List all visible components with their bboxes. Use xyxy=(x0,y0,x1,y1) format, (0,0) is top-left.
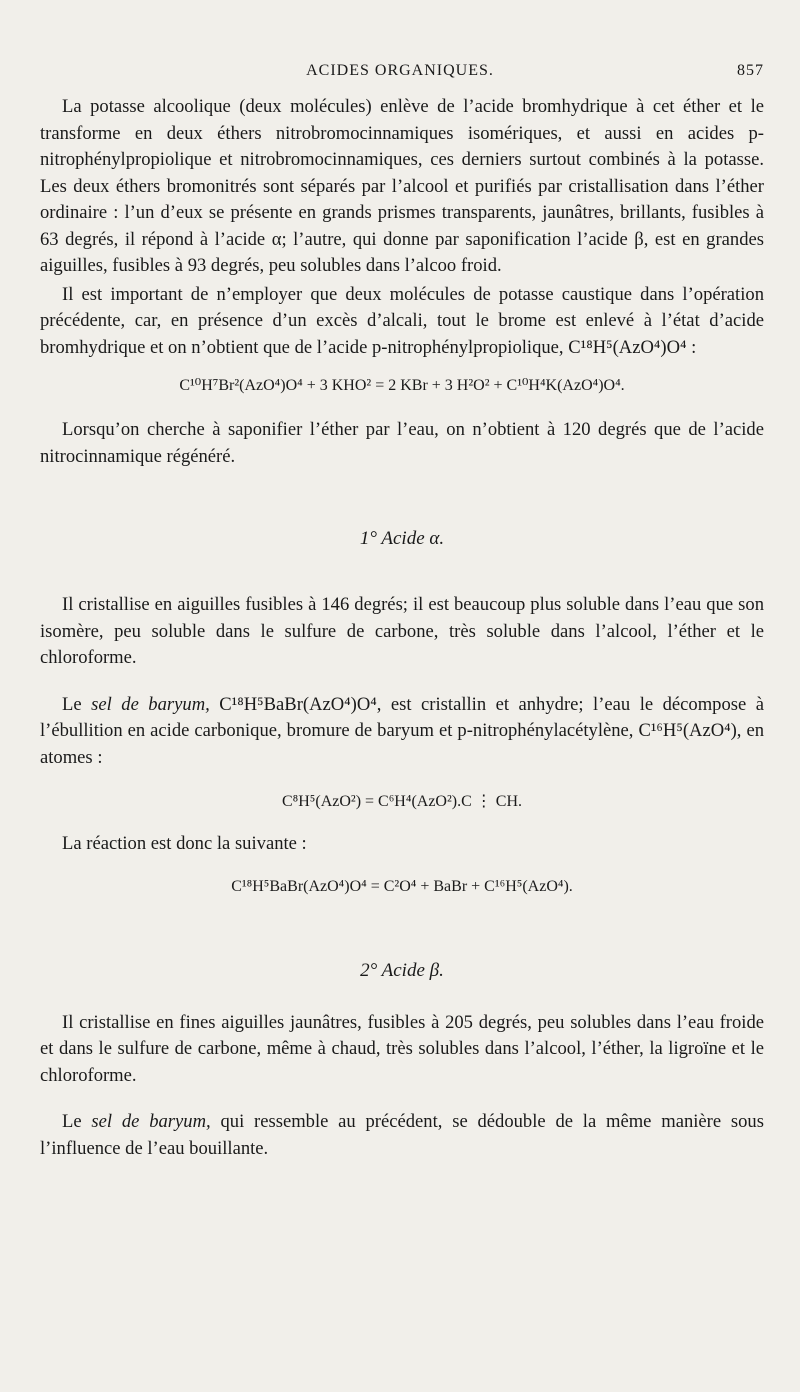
paragraph-5-lead: Le xyxy=(62,693,82,715)
paragraph-5 xyxy=(40,692,764,772)
paragraph-6: La réaction est donc la suivante : xyxy=(62,833,307,854)
equation-2: C⁸H⁵(AzO²) = C⁶H⁴(AzO²).C ⋮ CH. xyxy=(281,793,522,810)
paragraph-8-text: qui ressemble au précédent, se dédouble de la même manière sous l’influence de l’eau bouillante. xyxy=(40,1111,764,1159)
paragraph-3: Lorsqu’on cherche à saponifier l’éther par l’eau, on n’obtient à 120 degrés que de l’acide nitrocinnamique régénéré. xyxy=(40,419,764,467)
page-number: 857 xyxy=(737,62,764,79)
page-body xyxy=(40,94,764,1162)
paragraph-4: Il cristallise en aiguilles fusibles à 146 degrés; il est beaucoup plus soluble dans l’eau que son isomère, peu soluble dans le sulfure de carbone, très soluble dans l’alcool, l’éther et le chloroforme. xyxy=(40,594,764,668)
header-title: ACIDES ORGANIQUES. xyxy=(306,62,494,79)
paragraph-8 xyxy=(40,1109,764,1162)
paragraph-2-text: Il est important de n’employer que deux molécules de potasse caustique dans l’opération précédente, car, en présence d’un excès d’alcali, tout le brome est enlevé à l’état d’acide bromhydrique et on n’obtient que de l’acide p-nitrophénylpropiolique, xyxy=(40,283,764,358)
paragraph-2 xyxy=(40,282,764,362)
paragraph-8-lead: Le xyxy=(62,1111,82,1132)
paragraph-8-italic: sel de baryum, xyxy=(91,1111,211,1132)
paragraph-2-formula: C¹⁸H⁵(AzO⁴)O⁴ : xyxy=(568,336,697,358)
section-heading-alpha: 1° Acide α. xyxy=(359,528,445,549)
paragraph-1: La potasse alcoolique (deux molécules) enlève de l’acide bromhydrique à cet éther et le transforme en deux éthers nitrobromocinnamiques isomériques, et aussi en acides p-nitrophénylpropiolique et nitrobromocinnamiques, ces derniers surtout combinés à la potasse. Les deux éthers bromonitrés sont séparés par l’alcool et purifiés par cristallisation dans l’éther ordinaire : l’un d’eux se présente en grands prismes transparents, jaunâtres, brillants, fusibles à 63 degrés, il répond à l’acide α; l’autre, qui donne par saponification l’acide β, est en grandes aiguilles, fusibles à 93 degrés, peu solubles dans l’alcoo froid. xyxy=(40,96,764,276)
paragraph-5-text: C¹⁸H⁵BaBr(AzO⁴)O⁴, est cristallin et anhydre; l’eau le décompose à l’ébullition en acide carbonique, bromure de baryum et p-nitrophénylacétylène, C¹⁶H⁵(AzO⁴), en atomes : xyxy=(40,693,764,768)
running-header xyxy=(0,58,800,88)
paragraph-5-italic: sel de baryum, xyxy=(91,693,210,715)
equation-3: C¹⁸H⁵BaBr(AzO⁴)O⁴ = C²O⁴ + BaBr + C¹⁶H⁵(AzO⁴). xyxy=(231,877,573,895)
equation-1: C¹⁰H⁷Br²(AzO⁴)O⁴ + 3 KHO² = 2 KBr + 3 H²O² + C¹⁰H⁴K(AzO⁴)O⁴. xyxy=(179,377,625,394)
section-heading-beta: 2° Acide β. xyxy=(360,959,444,981)
paragraph-7: Il cristallise en fines aiguilles jaunâtres, fusibles à 205 degrés, peu solubles dans l’eau froide et dans le sulfure de carbone, même à chaud, très solubles dans l’alcool, l’éther, la ligroïne et le chloroforme. xyxy=(40,1011,764,1086)
